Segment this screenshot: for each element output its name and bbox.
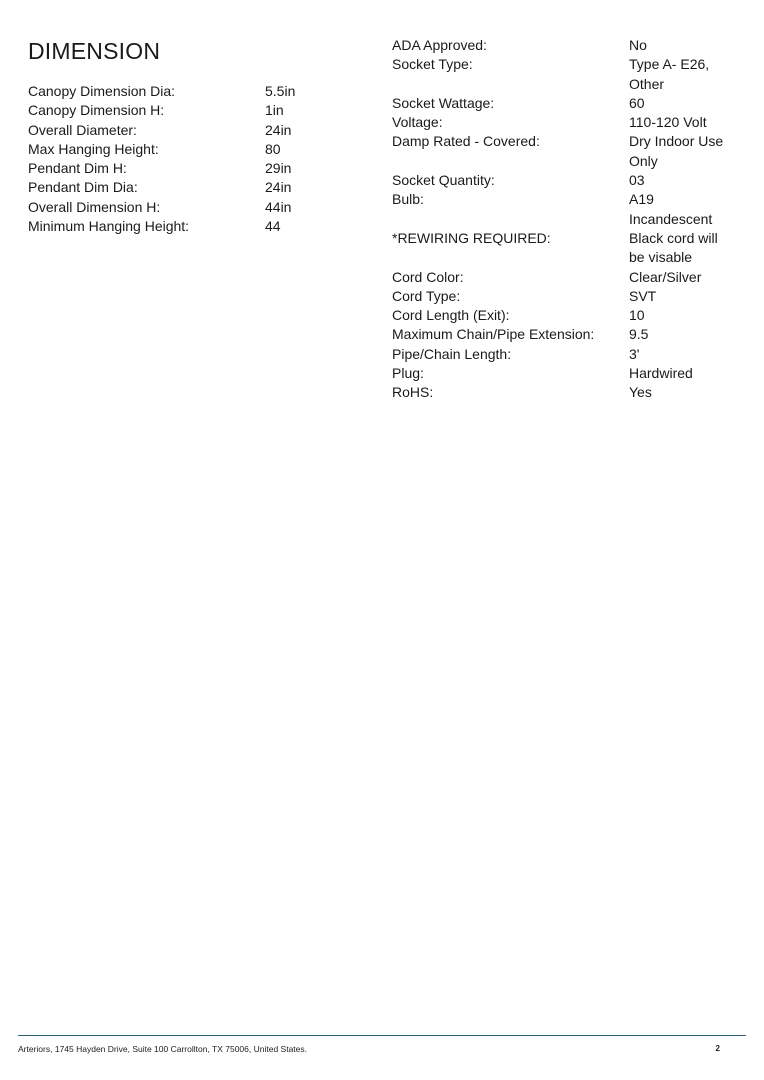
spec-row: [392, 364, 737, 383]
spec-value: 24in: [265, 179, 292, 196]
spec-value: Yes: [629, 384, 652, 401]
spec-label: *REWIRING REQUIRED:: [392, 229, 551, 246]
spec-value: 03: [629, 172, 645, 189]
spec-value: 10: [629, 307, 645, 324]
spec-row: [392, 94, 737, 113]
spec-row: [392, 113, 737, 132]
spec-label: Bulb:: [392, 191, 424, 208]
spec-label: Overall Dimension H:: [28, 198, 161, 215]
spec-label: Socket Type:: [392, 56, 473, 73]
spec-value: 60: [629, 94, 645, 111]
spec-label: Damp Rated - Covered:: [392, 133, 540, 150]
spec-value: Clear/Silver: [629, 268, 702, 285]
spec-list: [392, 36, 737, 403]
spec-value: 80: [265, 140, 281, 157]
spec-row: [392, 383, 737, 402]
spec-row: [28, 159, 358, 178]
spec-row: [392, 36, 737, 55]
spec-value: 44in: [265, 198, 292, 215]
spec-value: SVT: [629, 287, 657, 304]
spec-row: [392, 132, 737, 171]
spec-row: [28, 82, 358, 101]
spec-row: [392, 345, 737, 364]
spec-label: Cord Color:: [392, 268, 464, 285]
spec-label: Canopy Dimension Dia:: [28, 83, 176, 99]
spec-row: [28, 198, 358, 217]
spec-row: [28, 140, 358, 159]
spec-label: ADA Approved:: [392, 37, 487, 53]
page-number: 2: [715, 1044, 720, 1053]
spec-label: Voltage:: [392, 114, 443, 131]
spec-label: Canopy Dimension H:: [28, 102, 165, 119]
spec-row: [392, 55, 737, 94]
dimension-list: [28, 82, 358, 236]
spec-label: RoHS:: [392, 384, 434, 401]
spec-row: [392, 325, 737, 344]
spec-label: Cord Length (Exit):: [392, 307, 510, 324]
spec-row: [392, 306, 737, 325]
spec-label: Cord Type:: [392, 287, 461, 304]
spec-row: [392, 229, 737, 268]
spec-label: Pendant Dim Dia:: [28, 179, 138, 196]
spec-row: [392, 268, 737, 287]
spec-row: [28, 121, 358, 140]
spec-row: [28, 217, 358, 236]
spec-label: Pendant Dim H:: [28, 160, 127, 177]
spec-row: [28, 101, 358, 120]
spec-label: Maximum Chain/Pipe Extension:: [392, 326, 595, 343]
spec-row: [392, 171, 737, 190]
spec-value: 3': [629, 345, 640, 362]
spec-row: [28, 178, 358, 197]
spec-value: Dry Indoor Use Only: [629, 133, 724, 169]
spec-value: A19 Incandescent: [629, 191, 713, 227]
spec-label: Socket Wattage:: [392, 94, 495, 111]
spec-label: Overall Diameter:: [28, 121, 137, 138]
spec-row: [392, 190, 737, 229]
page-title: DIMENSION: [28, 38, 161, 64]
spec-value: 44: [265, 218, 281, 235]
spec-label: Socket Quantity:: [392, 172, 495, 189]
spec-value: Black cord will be visable: [629, 229, 718, 266]
spec-label: Pipe/Chain Length:: [392, 345, 512, 362]
spec-value: 29in: [265, 160, 292, 177]
footer-divider: [18, 1035, 746, 1036]
spec-label: Minimum Hanging Height:: [28, 218, 190, 235]
spec-value: 1in: [265, 102, 284, 119]
spec-label: Plug:: [392, 365, 424, 382]
spec-value: 24in: [265, 121, 292, 138]
spec-value: Type A- E26, Other: [629, 56, 710, 92]
spec-value: No: [629, 37, 647, 53]
spec-row: [392, 287, 737, 306]
spec-value: 5.5in: [265, 83, 296, 99]
spec-value: 110-120 Volt: [629, 114, 707, 131]
footer-address: Arteriors, 1745 Hayden Drive, Suite 100 Carrollton, TX 75006, United States.: [18, 1044, 307, 1054]
spec-value: Hardwired: [629, 365, 693, 382]
spec-label: Max Hanging Height:: [28, 140, 159, 157]
spec-value: 9.5: [629, 326, 649, 343]
